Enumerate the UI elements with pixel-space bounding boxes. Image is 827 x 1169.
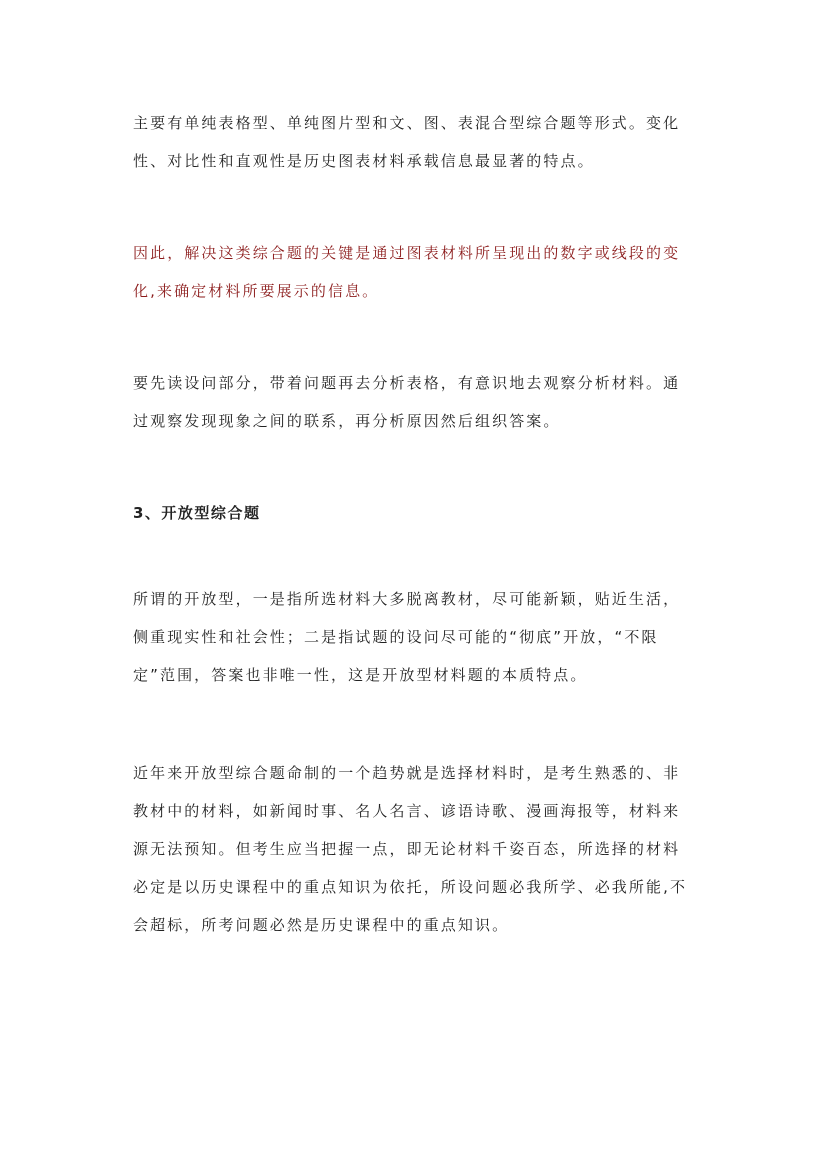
paragraph-line: 因此，解决这类综合题的关键是通过图表材料所呈现出的数字或线段的变 — [133, 244, 681, 262]
section-heading: 3、开放型综合题 — [133, 504, 261, 522]
paragraph-line: 化,来确定材料所要展示的信息。 — [133, 282, 380, 300]
paragraph-line: 近年来开放型综合题命制的一个趋势就是选择材料时，是考生熟悉的、非 — [133, 764, 681, 782]
paragraph-line: 性、对比性和直观性是历史图表材料承载信息最显著的特点。 — [133, 152, 595, 170]
paragraph-line: 教材中的材料，如新闻时事、名人名言、谚语诗歌、漫画海报等，材料来 — [133, 802, 681, 820]
paragraph-chart-types — [133, 104, 695, 180]
paragraph-reading-steps — [133, 364, 695, 440]
paragraph-line: 主要有单纯表格型、单纯图片型和文、图、表混合型综合题等形式。变化 — [133, 114, 681, 132]
paragraph-line: 过观察发现现象之间的联系，再分析原因然后组织答案。 — [133, 412, 561, 430]
paragraph-line: 必定是以历史课程中的重点知识为依托，所设问题必我所学、必我所能,不 — [133, 878, 688, 896]
paragraph-line: 所谓的开放型，一是指所选材料大多脱离教材，尽可能新颖，贴近生活， — [133, 590, 681, 608]
paragraph-line: 定”范围，答案也非唯一性，这是开放型材料题的本质特点。 — [133, 666, 588, 684]
paragraph-line: 源无法预知。但考生应当把握一点，即无论材料千姿百态，所选择的材料 — [133, 840, 681, 858]
paragraph-line: 侧重现实性和社会性；二是指试题的设问尽可能的“彻底”开放，“不限 — [133, 628, 659, 646]
paragraph-open-type-definition — [133, 580, 695, 694]
paragraph-open-type-trend — [133, 754, 695, 944]
paragraph-line: 会超标，所考问题必然是历史课程中的重点知识。 — [133, 916, 510, 934]
paragraph-key-method-highlight — [133, 234, 695, 310]
paragraph-line: 要先读设问部分，带着问题再去分析表格，有意识地去观察分析材料。通 — [133, 374, 681, 392]
